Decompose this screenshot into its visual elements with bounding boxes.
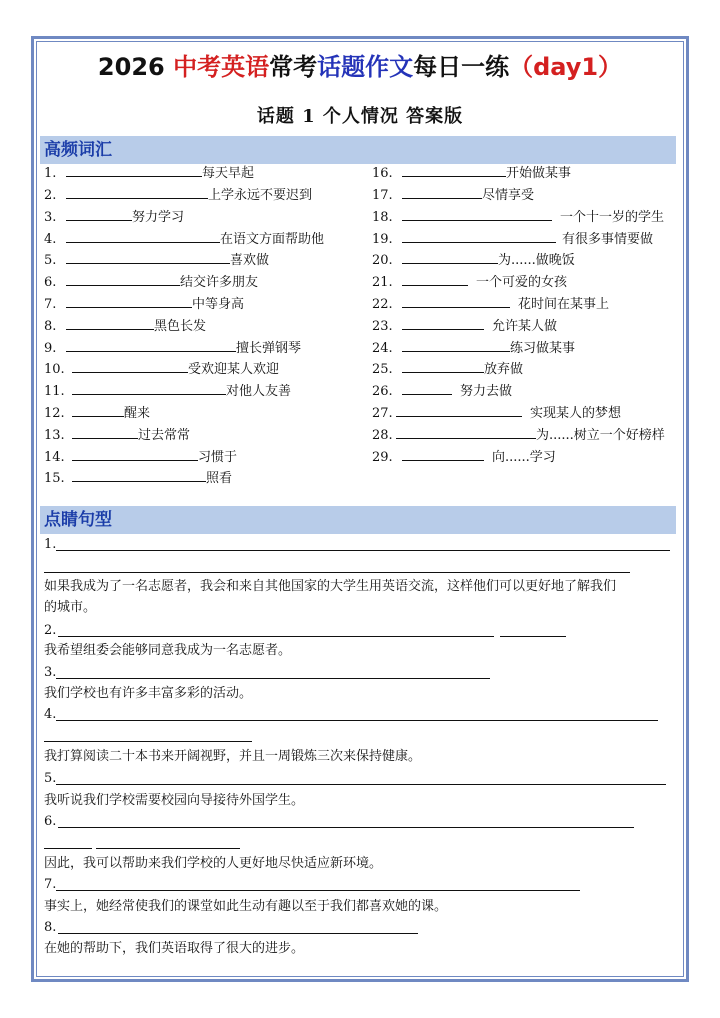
answer-line [56, 784, 666, 785]
vocab-item: 5. 喜欢做 [44, 250, 269, 270]
vocab-item: 22. 花时间在某事上 [372, 294, 609, 314]
vocab-item: 19. 有很多事情要做 [372, 229, 653, 249]
vocab-item: 20. 为......做晚饭 [372, 250, 575, 270]
sentence-number: 3. [44, 665, 57, 680]
vocab-item: 26. 努力去做 [372, 381, 512, 401]
answer-line [56, 550, 670, 551]
page-title [36, 50, 684, 84]
sentence-chinese: 我希望组委会能够同意我成为一名志愿者。 [44, 643, 292, 658]
vocab-item: 12. 醒来 [44, 403, 150, 423]
sentence-chinese: 的城市。 [44, 600, 97, 615]
sentence-chinese: 我听说我们学校需要校园向导接待外国学生。 [44, 793, 305, 808]
sentence-chinese: 事实上，她经常使我们的课堂如此生动有趣以至于我们都喜欢她的课。 [44, 899, 448, 914]
vocab-item: 8. 黑色长发 [44, 316, 206, 336]
vocab-item: 16. 开始做某事 [372, 163, 571, 183]
vocab-item: 13. 过去常常 [44, 425, 190, 445]
vocab-item: 10. 受欢迎某人欢迎 [44, 359, 279, 379]
vocab-item: 1. 每天早起 [44, 163, 254, 183]
vocab-item: 29. 向......学习 [372, 447, 556, 467]
vocab-item: 6. 结交许多朋友 [44, 272, 258, 292]
title-part1: 中考英语 [173, 53, 270, 81]
sentence-number: 2. [44, 623, 57, 638]
sentence-number: 8. [44, 920, 57, 935]
vocab-item: 21. 一个可爱的女孩 [372, 272, 567, 292]
vocab-item: 14. 习惯于 [44, 447, 237, 467]
page-subtitle: 话题 1 个人情况 答案版 [256, 106, 464, 127]
vocab-item: 15. 照看 [44, 468, 232, 488]
answer-line [44, 741, 252, 742]
title-part2: 常考 [269, 53, 318, 81]
vocab-item: 28. 为......树立一个好榜样 [372, 425, 665, 445]
title-part5: （day1） [509, 53, 623, 81]
answer-line [56, 678, 490, 679]
sentence-number: 7. [44, 877, 57, 892]
vocab-item: 11. 对他人友善 [44, 381, 291, 401]
title-year: 2026 [97, 53, 174, 81]
vocab-item: 25. 放弃做 [372, 359, 523, 379]
answer-line [58, 933, 418, 934]
vocab-item: 4. 在语文方面帮助他 [44, 229, 324, 249]
vocab-item: 7. 中等身高 [44, 294, 244, 314]
sentence-chinese: 在她的帮助下，我们英语取得了很大的进步。 [44, 941, 305, 956]
vocab-item: 23. 允许某人做 [372, 316, 557, 336]
title-part4: 每日一练 [413, 53, 510, 81]
answer-line [58, 827, 634, 828]
sentence-number: 5. [44, 771, 57, 786]
sentence-section-header: 点睛句型 [40, 506, 676, 534]
sentence-chinese: 我打算阅读二十本书来开阔视野，并且一周锻炼三次来保持健康。 [44, 749, 422, 764]
sentence-number: 4. [44, 707, 57, 722]
vocab-item: 27. 实现某人的梦想 [372, 403, 621, 423]
answer-line [96, 848, 240, 849]
vocab-item: 2. 上学永远不要迟到 [44, 185, 312, 205]
vocab-item: 3. 努力学习 [44, 207, 184, 227]
answer-line [500, 636, 566, 637]
vocab-item: 18. 一个十一岁的学生 [372, 207, 664, 227]
vocab-section-header: 高频词汇 [40, 136, 676, 164]
sentence-chinese: 如果我成为了一名志愿者，我会和来自其他国家的大学生用英语交流，这样他们可以更好地了解我们 [44, 579, 617, 594]
answer-line [44, 848, 92, 849]
sentence-number: 6. [44, 814, 57, 829]
sentence-number: 1. [44, 537, 57, 552]
answer-line [56, 720, 658, 721]
vocab-item: 9. 擅长弹钢琴 [44, 338, 301, 358]
vocab-item: 17. 尽情享受 [372, 185, 534, 205]
answer-line [58, 636, 494, 637]
vocab-item: 24. 练习做某事 [372, 338, 575, 358]
sentence-chinese: 我们学校也有许多丰富多彩的活动。 [44, 686, 253, 701]
sentence-chinese: 因此，我可以帮助来我们学校的人更好地尽快适应新环境。 [44, 856, 383, 871]
title-part3: 话题作文 [317, 53, 414, 81]
answer-line [56, 890, 580, 891]
answer-line [44, 572, 630, 573]
